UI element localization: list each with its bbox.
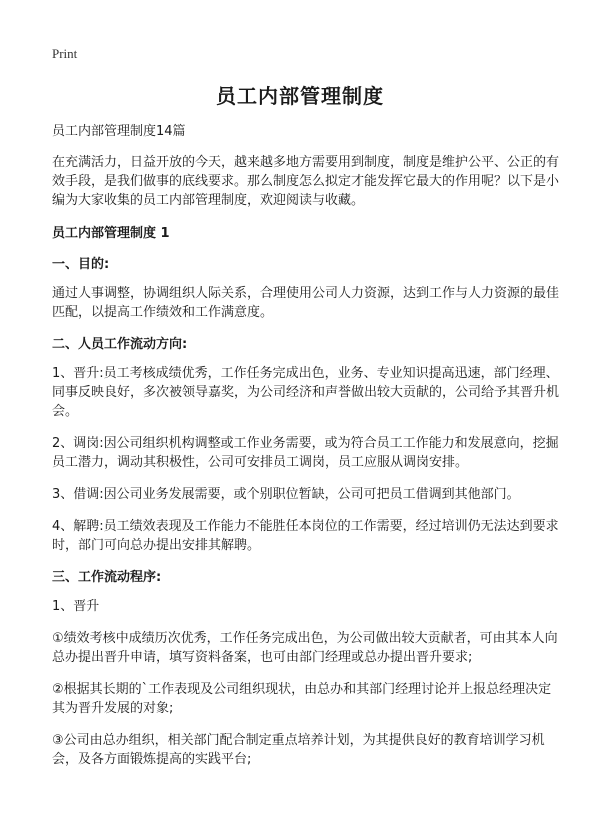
heading-purpose: 一、目的: [52, 257, 110, 272]
flow-item-dismissal: 4、解聘:员工绩效表现及工作能力不能胜任本岗位的工作需要，经过培训仍无法达到要求时，部门可向总办提出安排其解聘。 [52, 519, 559, 553]
heading-flow-procedure: 三、工作流动程序: [52, 570, 162, 585]
document-body [52, 122, 562, 782]
flow-item-transfer: 2、调岗:因公司组织机构调整或工作业务需要，或为符合员工工作能力和发展意向，挖掘员工潜力，调动其积极性，公司可安排员工调岗，员工应服从调岗安排。 [52, 436, 559, 470]
section-heading: 员工内部管理制度 1 [52, 226, 170, 241]
flow-item-secondment: 3、借调:因公司业务发展需要，或个别职位暂缺，公司可把员工借调到其他部门。 [52, 487, 520, 502]
intro-paragraph: 在充满活力，日益开放的今天，越来越多地方需要用到制度，制度是维护公平、公正的有效手段，是我们做事的底线要求。那么制度怎么拟定才能发挥它最大的作用呢？以下是小编为大家收集的员工内部管理制度，欢迎阅读与收藏。 [52, 155, 560, 208]
purpose-paragraph: 通过人事调整，协调组织人际关系，合理使用公司人力资源，达到工作与人力资源的最佳匹配，以提高工作绩效和工作满意度。 [52, 286, 560, 320]
document-subtitle: 员工内部管理制度14篇 [52, 124, 186, 139]
procedure-item-2: ②根据其长期的`工作表现及公司组织现状，由总办和其部门经理讨论并上报总经理决定其为晋升发展的对象; [52, 682, 552, 716]
heading-flow-direction: 二、人员工作流动方向: [52, 337, 188, 352]
procedure-subheading: 1、晋升 [52, 599, 100, 614]
print-label[interactable]: Print [52, 46, 78, 61]
flow-item-promotion: 1、晋升:员工考核成绩优秀，工作任务完成出色，业务、专业知识提高迅速，部门经理、同事反映良好，多次被领导嘉奖，为公司经济和声誉做出较大贡献的，公司给予其晋升机会。 [52, 366, 560, 419]
page-title: 员工内部管理制度 [216, 84, 384, 108]
procedure-item-1: ①绩效考核中成绩历次优秀，工作任务完成出色，为公司做出较大贡献者，可由其本人向总办提出晋升申请，填写资料备案，也可由部门经理或总办提出晋升要求; [52, 631, 558, 665]
procedure-item-3: ③公司由总办组织，相关部门配合制定重点培养计划，为其提供良好的教育培训学习机会，及各方面锻炼提高的实践平台; [52, 733, 545, 767]
